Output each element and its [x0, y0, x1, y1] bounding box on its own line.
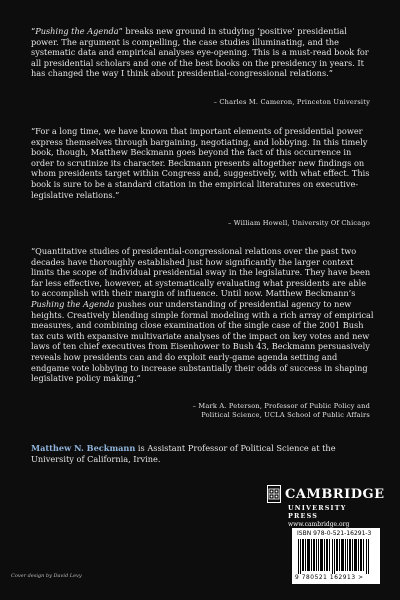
attribution-line: – William Howell, University Of Chicago [227, 219, 370, 227]
blurb-text: “Quantitative studies of presidential-congressional relations over the past two decades have thoroughly established just how significantly the larger context limits the scope of individual presidential sway in the legislature. They have been far less effective, however, at systematically evaluating what presidents are able to accomplish with their margin of influence. Until now. Matthew Beckmann’s [31, 246, 371, 299]
barcode [292, 528, 380, 584]
blurb-text-cont: pushes our understanding of presidential agency to new heights. Creatively blending simple formal modeling with a rich array of empirical measures, and combining close examination of the single case of the 2001 Bush tax cuts with expansive multivariate analyses of the impact on key votes and new laws of ten chief executives from Eisenhower to Bush 43, Beckmann persuasively reveals how presidents can and do exploit early-game agenda setting and endgame vote lobbying to increase substantially their odds of success in shaping legislative policy making.” [31, 298, 374, 384]
blurb-peterson [31, 246, 375, 384]
blurb-howell [31, 126, 375, 200]
attribution-peterson [193, 402, 370, 419]
publisher-block [267, 485, 385, 528]
blurb-text: ” breaks new ground in studying ‘positive’ presidential power. The argument is compelling, the case studies illuminating, and the systematic data and empirical analyses eye-opening. This is a must-read book for all presidential scholars and one of the best books on the presidency in years. It has changed the way I think about presidential-congressional relations.” [31, 26, 369, 79]
publisher-sub: UNIVERSITY PRESS [288, 504, 347, 520]
author-name: Matthew N. Beckmann [31, 443, 136, 453]
attribution-cameron [214, 98, 370, 107]
publisher-name: CAMBRIDGE [285, 486, 385, 502]
attribution-line: Political Science, UCLA School of Public Affairs [201, 410, 370, 419]
book-title-ref: Pushing the Agenda [35, 26, 119, 36]
attribution-line: – Mark A. Peterson, Professor of Public Policy and [192, 402, 370, 410]
attribution-howell [228, 219, 370, 228]
attribution-line: – Charles M. Cameron, Princeton University [213, 98, 370, 106]
barcode-bars-icon [298, 539, 374, 574]
book-title-ref: Pushing the Agenda [31, 298, 115, 309]
open-quote: “ [31, 26, 36, 36]
author-bio [31, 443, 376, 465]
barcode-digits: 9 780521 162913 > [295, 575, 364, 581]
cambridge-crest-icon [267, 485, 281, 503]
author-bio-text: is Assistant Professor of Political Science at the University of California, Irvine. [31, 443, 336, 464]
blurb-cameron [31, 26, 375, 79]
blurb-text: “For a long time, we have known that important elements of presidential power express themselves through bargaining, negotiating, and lobbying. In this timely book, though, Matthew Beckmann goes beyond the fact of this occurrence in order to scrutinize its character. Beckmann presents altogether new findings on whom presidents target within Congress and, suggestively, with what effect. This book is sure to be a standard citation in the empirical literatures on executive-legislative relations.” [31, 126, 370, 200]
publisher-url: www.cambridge.org [288, 521, 350, 528]
cover-credit: Cover design by David Levy [11, 573, 82, 579]
isbn-text: ISBN 978-0-521-16291-3 [297, 530, 372, 537]
